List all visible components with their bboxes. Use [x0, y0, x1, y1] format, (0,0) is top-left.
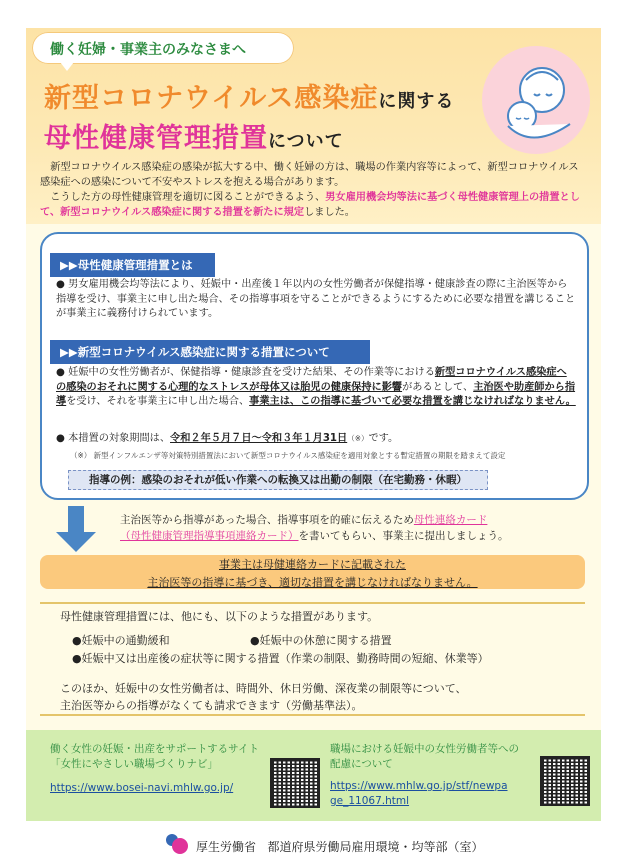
s2-b2-period: 令和２年５月７日〜令和３年１月31日 — [170, 433, 348, 444]
s2-b1-a: 妊娠中の女性労働者が、保健指導・健康診査を受けた結果、その作業等における — [68, 367, 435, 378]
section1-text: 男女雇用機会均等法により、妊娠中・出産後１年以内の女性労働者が保健指導・健康診査の際に主治医等から指導を受け、事業主に申し出た場合、その指導事項を守ることができるようにするために必要な措置を講じることが事業主に義務付けられています。 — [56, 279, 576, 319]
ministry-name: 厚生労働省 — [196, 840, 257, 854]
section2-footnote: （※） 新型インフルエンザ等対策特別措置法において新型コロナウイルス感染症を適用対象とする暫定措置の期限を踏まえて設定 — [70, 451, 506, 460]
card-instruction — [120, 512, 580, 544]
s2-b2-note-mark: （※） — [347, 434, 369, 443]
intro-p2-highlight: 男女雇用機会均等法に基づく母性健康管理上の措置として、新型コロナウイルス感染症に関する措置を新たに規定 — [40, 192, 580, 218]
office-name: 都道府県労働局雇用環境・均等部（室） — [267, 840, 484, 854]
right-site-url1[interactable]: https://www.mhlw.go.jp/stf/newpa — [330, 780, 508, 792]
other-closing1: このほか、妊娠中の女性労働者は、時間外、休日労働、深夜業の制限等について、 — [60, 682, 467, 695]
section2-bullet1: ● 妊娠中の女性労働者が、保健指導・健康診査を受けた結果、その作業等における新型コロナウイルス感染症への感染のおそれに関する心理的なストレスが母体又は胎児の健康保持に影響があるとして、主治医や助産師から指導を受け、それを事業主に申し出た場合、事業主は、この指導に基づいて必要な措置を講じなければなりません。 — [56, 367, 576, 407]
card-line2: を書いてもらい、事業主に提出しましょう。 — [298, 530, 509, 542]
title-line-2 — [44, 116, 344, 155]
other-item3: ●妊娠中又は出産後の症状等に関する措置（作業の制限、勤務時間の短縮、休業等） — [72, 652, 489, 665]
other-item1: ●妊娠中の通勤緩和 — [72, 634, 170, 647]
audience-pill-text: 働く妊婦・事業主のみなさまへ — [50, 42, 246, 58]
other-item2: ●妊娠中の休憩に関する措置 — [250, 634, 392, 647]
left-site-url[interactable]: https://www.bosei-navi.mhlw.go.jp/ — [50, 782, 234, 794]
mother-baby-illustration — [482, 46, 590, 154]
intro-paragraph — [40, 160, 585, 220]
issuer-line — [196, 838, 483, 855]
other-closing2: 主治医等からの指導がなくても請求できます（労働基準法）。 — [60, 699, 363, 712]
right-site-title2: 配慮について — [330, 758, 393, 770]
s2-b1-u2: 主治医や助産師から指導 — [56, 381, 576, 407]
example-box — [68, 470, 488, 490]
title-line-1 — [44, 76, 454, 115]
intro-p1: 新型コロナウイルス感染症の感染が拡大する中、働く妊婦の方は、職場の作業内容等によって、新型コロナウイルス感染症への感染について不安やストレスを抱える場合があります。 — [40, 162, 579, 188]
title-suffix-1: に関する — [378, 91, 455, 112]
audience-pill — [32, 32, 294, 64]
down-arrow-icon — [68, 506, 84, 534]
s2-b2-a: 本措置の対象期間は、 — [68, 433, 171, 444]
s2-b1-b: があるとして、 — [402, 381, 474, 393]
employer-line1: 事業主は母健連絡カードに記載された — [219, 558, 406, 571]
right-qr-code[interactable] — [540, 756, 590, 806]
right-site-url2[interactable]: ge_11067.html — [330, 795, 410, 807]
pill-tail — [60, 62, 74, 71]
left-qr-code[interactable] — [270, 758, 320, 808]
s2-b1-u3: 事業主は、この指導に基づいて必要な措置を講じなければなりません。 — [249, 396, 576, 407]
card-line1: 主治医等から指導があった場合、指導事項を的確に伝えるため — [120, 514, 414, 526]
s2-b1-c: を受け、それを事業主に申し出た場合、 — [66, 396, 250, 407]
other-intro: 母性健康管理措置には、他にも、以下のような措置があります。 — [60, 610, 379, 623]
down-arrow-head-icon — [56, 532, 96, 552]
s2-b2-b: です。 — [368, 433, 399, 444]
left-site-title1: 働く女性の妊娠・出産をサポートするサイト — [50, 743, 259, 755]
card-link-full[interactable]: （母性健康管理指導事項連絡カード） — [120, 530, 299, 542]
employer-line2: 主治医等の指導に基づき、適切な措置を講じなければなりません。 — [147, 576, 478, 589]
right-site-title1: 職場における妊娠中の女性労働者等への — [330, 743, 519, 755]
title-main-1: 新型コロナウイルス感染症 — [44, 83, 379, 114]
ministry-logo-heart-icon — [172, 838, 188, 854]
intro-p2 — [40, 190, 585, 220]
example-text: 指導の例：感染のおそれが低い作業への転換又は出勤の制限（在宅勤務・休暇） — [89, 474, 467, 486]
intro-p2-post: しました。 — [304, 207, 355, 218]
employer-obligation-band — [40, 555, 585, 589]
left-site-title2: 「女性にやさしい職場づくりナビ」 — [50, 758, 218, 770]
title-main-2: 母性健康管理措置 — [44, 123, 268, 154]
section2-bullet2: ● 本措置の対象期間は、令和２年５月７日〜令和３年１月31日（※）です。 — [56, 433, 399, 444]
section2-heading: ▶▶新型コロナウイルス感染症に関する措置について — [50, 340, 370, 364]
section1-body: ● 男女雇用機会均等法により、妊娠中・出産後１年以内の女性労働者が保健指導・健康診査の際に主治医等から指導を受け、事業主に申し出た場合、その指導事項を守ることができるようにするために必要な措置を講じることが事業主に義務付けられています。 — [56, 279, 576, 319]
card-link[interactable]: 母性連絡カード — [413, 514, 488, 526]
s2-b1-u1: 新型コロナウイルス感染症への感染のおそれに関する心理的なストレスが母体又は胎児の健康保持に影響 — [56, 367, 567, 393]
section1-heading: ▶▶母性健康管理措置とは — [50, 253, 215, 277]
intro-p2-pre: こうした方の母性健康管理を適切に図ることができるよう、 — [50, 192, 326, 203]
mother-baby-icon — [482, 46, 590, 154]
title-suffix-2: について — [268, 131, 344, 152]
